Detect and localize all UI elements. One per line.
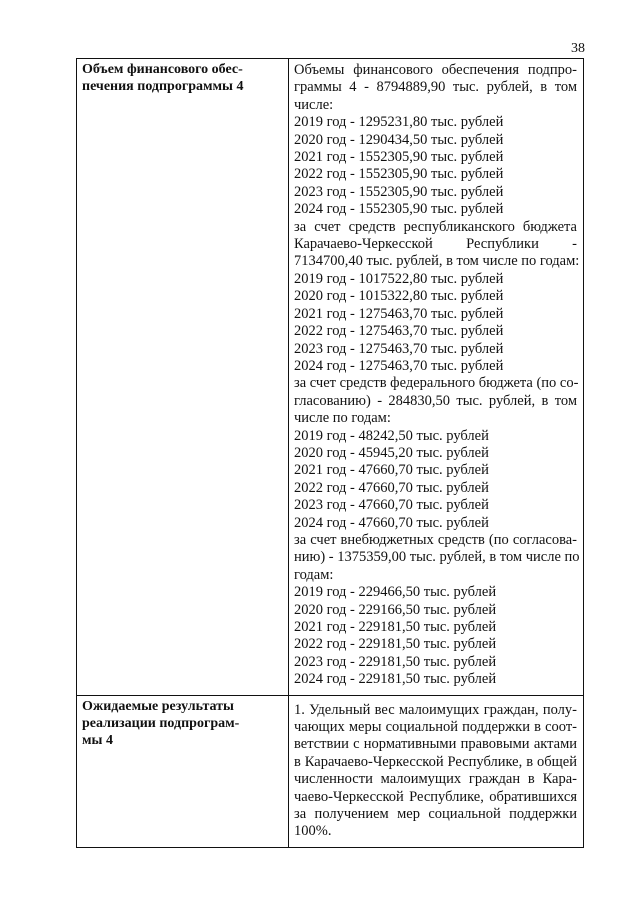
content-line: 2023 год - 47660,70 тыс. рублей [294, 497, 489, 514]
content-line: гласованию) - 284830,50 тыс. рублей, в том [294, 392, 577, 409]
content-line: 2020 год - 1015322,80 тыс. рублей [294, 288, 504, 305]
row-label [77, 695, 289, 847]
content-line: 2023 год - 229181,50 тыс. рублей [294, 653, 497, 670]
content-line: 2023 год - 1552305,90 тыс. рублей [294, 183, 504, 200]
content-line: 2021 год - 229181,50 тыс. рублей [294, 619, 497, 635]
content-line: 2020 год - 1290434,50 тыс. рублей [294, 131, 504, 148]
content-line: 2023 год - 1275463,70 тыс. рублей [294, 340, 504, 357]
content-line: в Карачаево-Черкесской Республике, в общей [294, 753, 577, 770]
page-number: 38 [571, 41, 585, 56]
content-line: 2024 год - 229181,50 тыс. рублей [294, 671, 497, 688]
content-line: 2022 год - 229181,50 тыс. рублей [294, 636, 497, 653]
content-line: за получением мер социальной поддержки [294, 806, 577, 823]
content-line: 2022 год - 47660,70 тыс. рублей [294, 479, 489, 496]
content-line: 2019 год - 1017522,80 тыс. рублей [294, 270, 504, 287]
content-line: Карачаево-Черкесской Республики - [294, 236, 577, 253]
content-line: годам: [294, 566, 334, 583]
content-line: граммы 4 - 8794889,90 тыс. рублей, в том [294, 79, 577, 96]
label-line: реализации подпрограм- [82, 715, 240, 731]
content-line: 2020 год - 45945,20 тыс. рублей [294, 444, 489, 461]
label-line: мы 4 [82, 732, 113, 748]
table-row [77, 695, 584, 847]
content-line: 2019 год - 229466,50 тыс. рублей [294, 584, 497, 601]
row-label [77, 59, 289, 696]
table-row [77, 59, 584, 696]
content-line: Объемы финансового обеспечения подпро- [294, 62, 577, 78]
content-line: нию) - 1375359,00 тыс. рублей, в том числе по [294, 549, 580, 566]
content-line: за счет средств республиканского бюджета [294, 218, 577, 235]
content-line: 7134700,40 тыс. рублей, в том числе по годам: [294, 253, 580, 270]
content-line: 2024 год - 47660,70 тыс. рублей [294, 514, 489, 531]
content-line: ветствии с нормативными правовыми актами [294, 736, 577, 753]
subprogram-table [76, 58, 584, 848]
content-line: 2022 год - 1552305,90 тыс. рублей [294, 166, 504, 183]
content-line: 2019 год - 48242,50 тыс. рублей [294, 427, 489, 444]
content-line: 2019 год - 1295231,80 тыс. рублей [294, 114, 504, 131]
content-line: числе по годам: [294, 410, 391, 427]
label-line: Объем финансового обес- [82, 62, 243, 77]
content-line: за счет внебюджетных средств (по согласова- [294, 531, 577, 548]
content-line: 2024 год - 1275463,70 тыс. рублей [294, 357, 504, 374]
label-line: Ожидаемые результаты [82, 698, 234, 714]
content-line: 2022 год - 1275463,70 тыс. рублей [294, 323, 504, 340]
label-line: печения подпрограммы 4 [82, 79, 244, 94]
content-line: 2020 год - 229166,50 тыс. рублей [294, 601, 497, 618]
content-line: 2021 год - 1275463,70 тыс. рублей [294, 305, 504, 322]
content-line: чаево-Черкесской Республике, обратившихся [294, 788, 577, 805]
row-content [289, 59, 584, 696]
content-line: 1. Удельный вес малоимущих граждан, полу- [294, 701, 577, 718]
content-line: чающих меры социальной поддержки в соот- [294, 719, 577, 736]
content-line: 100%. [294, 823, 332, 840]
content-line: числе: [294, 96, 334, 113]
content-line: 2021 год - 1552305,90 тыс. рублей [294, 149, 504, 166]
content-line: численности малоимущих граждан в Кара- [294, 771, 577, 788]
content-line: за счет средств федерального бюджета (по со- [294, 375, 579, 392]
content-line: 2024 год - 1552305,90 тыс. рублей [294, 201, 504, 218]
content-line: 2021 год - 47660,70 тыс. рублей [294, 462, 489, 479]
row-content [289, 695, 584, 847]
